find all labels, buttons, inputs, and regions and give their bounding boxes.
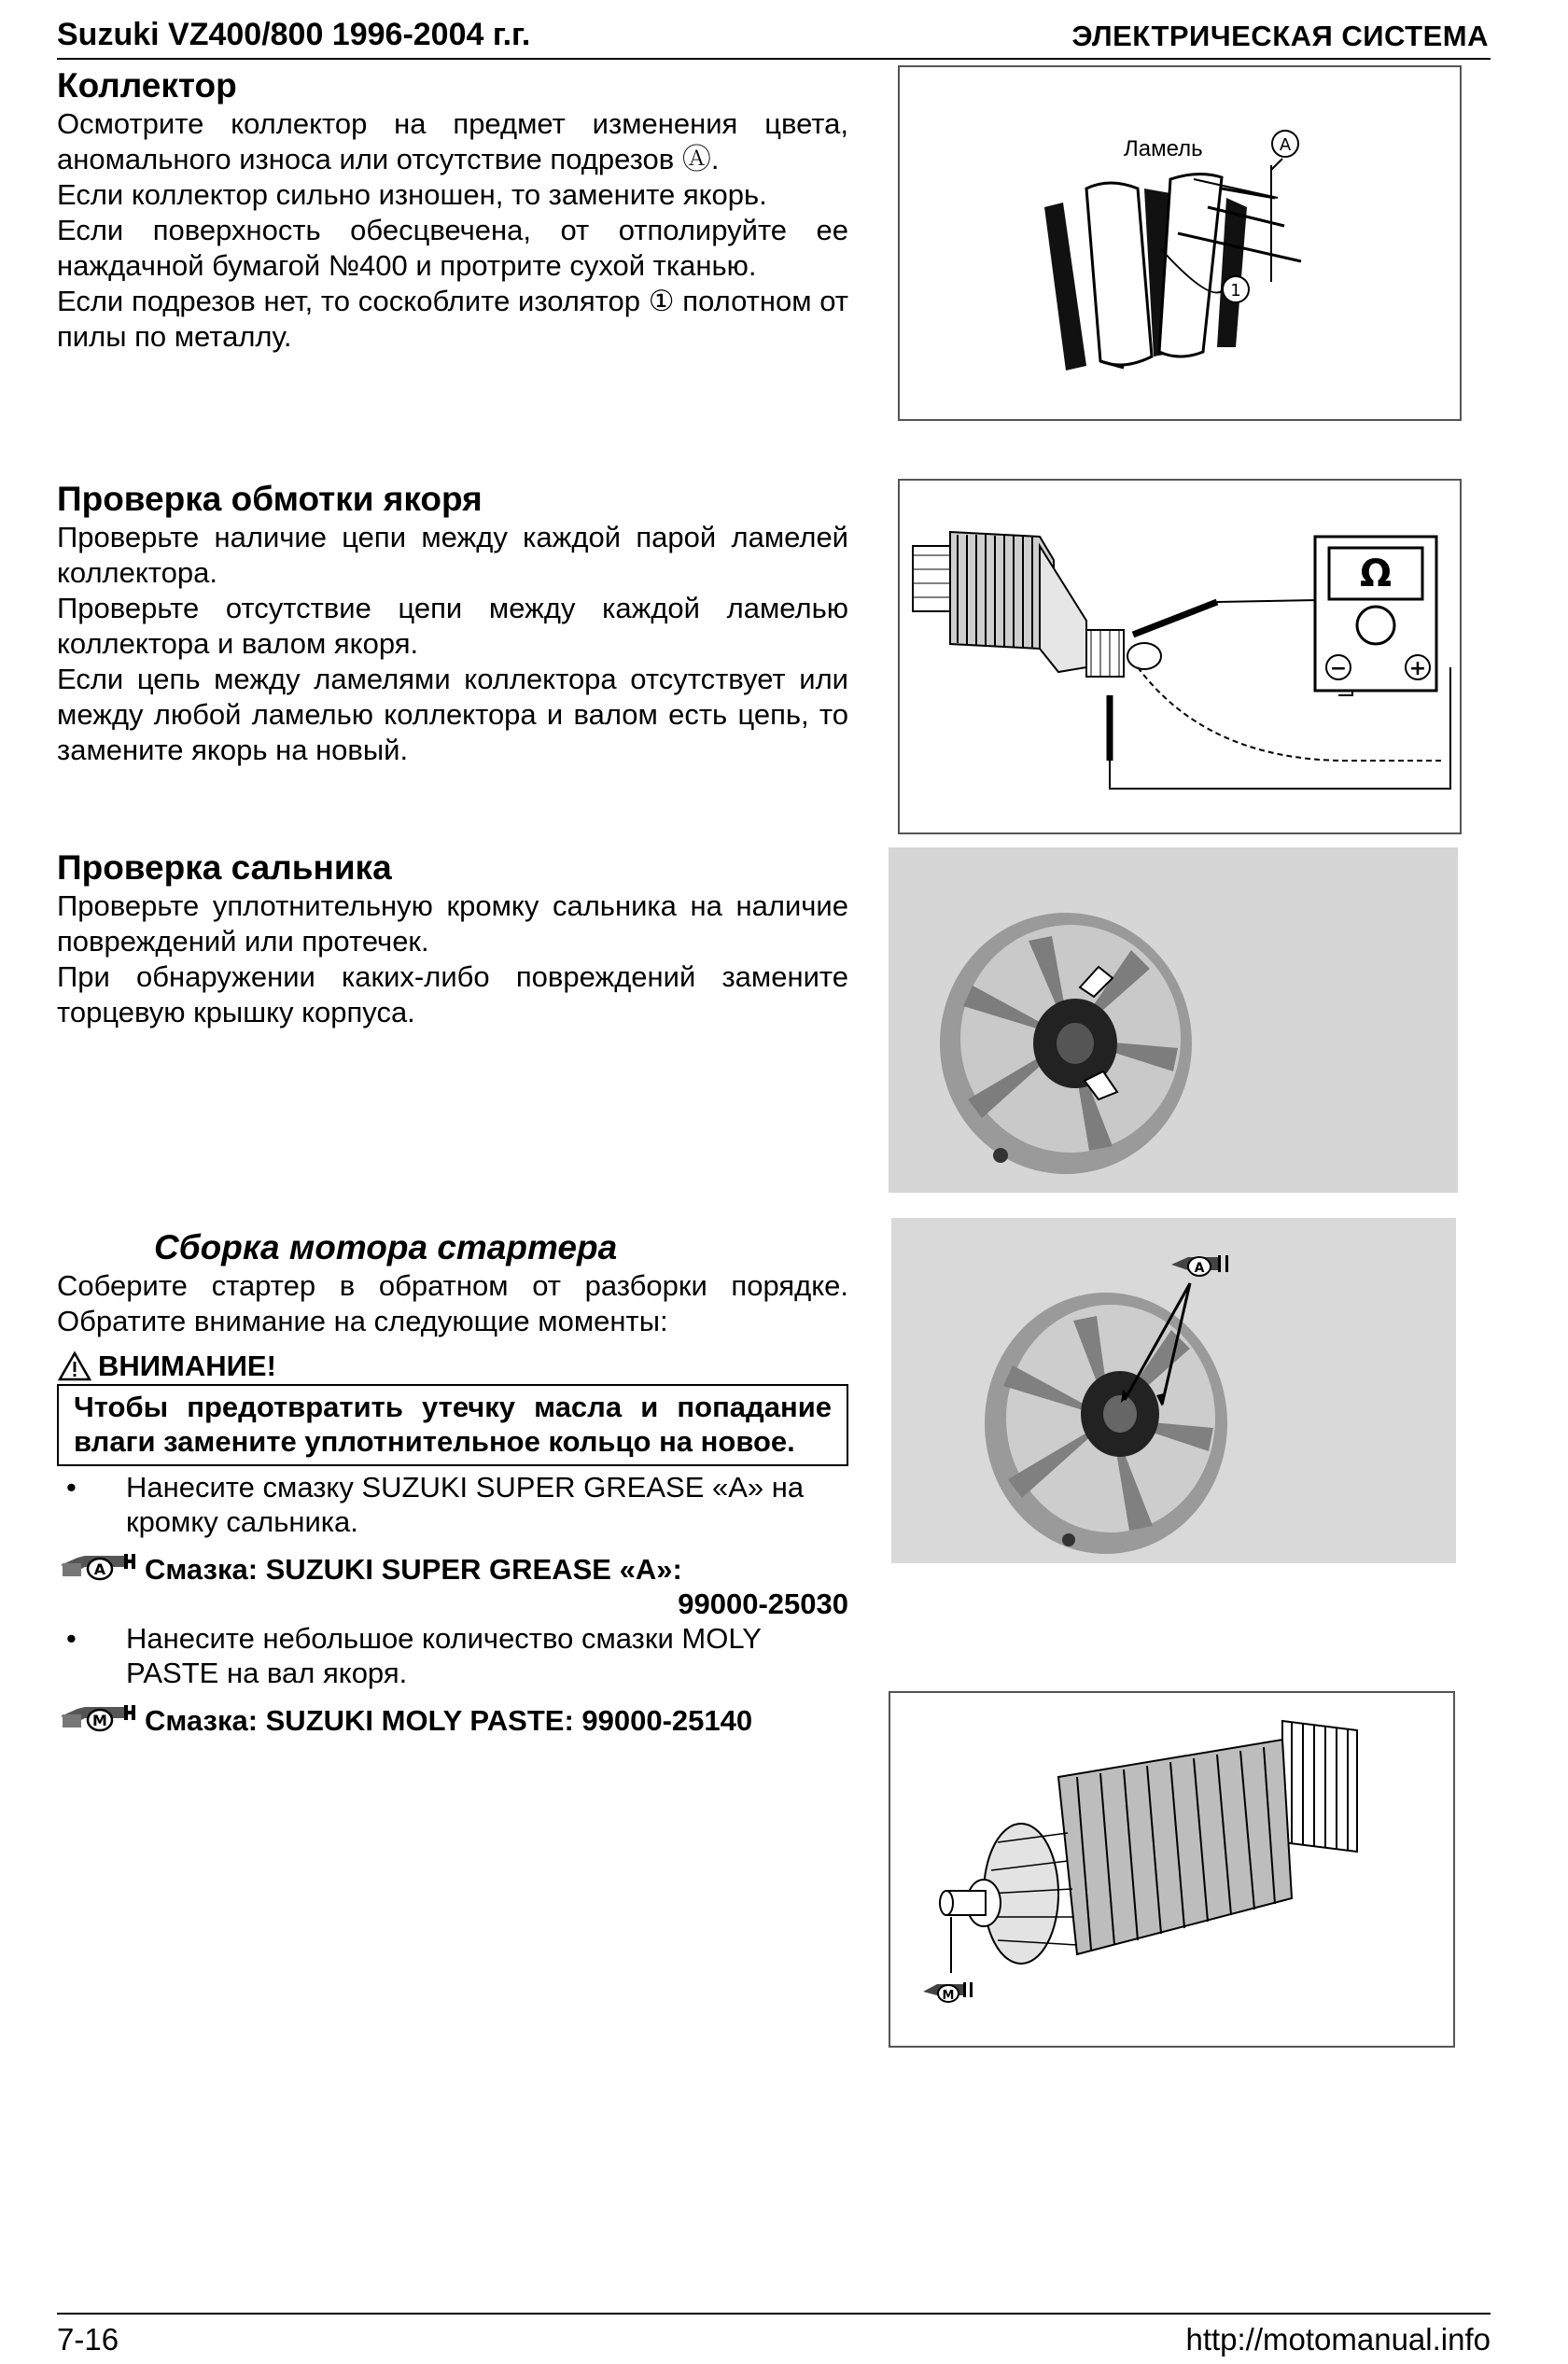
page-number: 7-16: [57, 2322, 119, 2357]
end-cover-photo: [889, 847, 1458, 1193]
list-item-text: Нанесите небольшое количество смазки MOLY PASTE на вал якоря.: [126, 1622, 762, 1689]
heading-sborka: Сборка мотора стартера: [154, 1228, 618, 1266]
lubricant-spec: [57, 1703, 848, 1738]
paragraph: Проверьте уплотнительную кромку сальника на наличие повреждений или протечек.: [57, 889, 848, 958]
section-obmotka: [57, 479, 848, 768]
warning-heading: [57, 1349, 848, 1384]
grease-a-letter: A: [93, 1560, 106, 1578]
paragraph: Если цепь между ламелями коллектора отсутствует или между любой ламелью коллектора и валом есть цепь, то замените якорь на новый.: [57, 663, 848, 766]
lubricant-part-number: 99000-25030: [678, 1588, 848, 1620]
paragraph: Осмотрите коллектор на предмет изменения цвета, аномального износа или отсутствие подрезов Ⓐ.: [57, 107, 848, 175]
moly-paste-icon: [57, 1698, 137, 1735]
lamel-label: Ламель: [1124, 136, 1203, 161]
warning-icon: [57, 1350, 92, 1382]
section-salnik: [57, 847, 848, 1030]
lubricant-spec: [57, 1552, 848, 1621]
section-sborka: [57, 1227, 848, 1738]
figure-commutator-undercut: [898, 65, 1462, 421]
warning-title: ВНИМАНИЕ!: [98, 1350, 276, 1382]
bullet-icon: •: [66, 1471, 77, 1504]
paragraph: Если поверхность обесцвечена, от отполируйте ее наждачной бумагой №400 и протрите сухой тканью.: [57, 214, 848, 282]
paragraph: При обнаружении каких-либо повреждений замените торцевую крышку корпуса.: [57, 960, 848, 1028]
photo-grease-application: [891, 1218, 1456, 1563]
plus-terminal: +: [1408, 657, 1427, 680]
paragraph: Соберите стартер в обратном от разборки порядке. Обратите внимание на следующие моменты:: [57, 1269, 848, 1337]
ohmmeter-diagram: [900, 481, 1460, 832]
paragraph: Если подрезов нет, то соскоблите изолятор ① полотном от пилы по металлу.: [57, 285, 848, 353]
lubricant-name: Смазка: SUZUKI SUPER GREASE «А»:: [145, 1553, 682, 1586]
list-item: [57, 1621, 848, 1690]
paragraph: Проверьте отсутствие цепи между каждой ламелью коллектора и валом якоря.: [57, 592, 848, 660]
warning-box: Чтобы предотвратить утечку масла и попадание влаги замените уплотнительное кольцо на новое.: [57, 1384, 848, 1466]
end-cover-grease-photo: [891, 1218, 1456, 1563]
bullet-icon: •: [66, 1622, 77, 1655]
grease-a-mark: A: [1194, 1261, 1205, 1276]
manual-title: Suzuki VZ400/800 1996-2004 г.г.: [57, 17, 531, 52]
list-item-text: Нанесите смазку SUZUKI SUPER GREASE «А» на кромку сальника.: [126, 1471, 805, 1538]
moly-paste-letter: M: [92, 1712, 107, 1729]
minus-terminal: −: [1329, 657, 1348, 680]
section-kollektor: [57, 65, 848, 355]
header-divider: [57, 58, 1491, 60]
figure-armature-test: [898, 479, 1462, 834]
heading-kollektor: Коллектор: [57, 66, 237, 105]
lubricant-name: Смазка: SUZUKI MOLY PASTE: 99000-25140: [145, 1704, 753, 1737]
heading-obmotka: Проверка обмотки якоря: [57, 480, 483, 518]
paragraph: Если коллектор сильно изношен, то замените якорь.: [57, 178, 767, 211]
grease-a-icon: [57, 1546, 137, 1584]
commutator-diagram: [900, 67, 1460, 419]
moly-mark: M: [942, 1989, 955, 2003]
figure-armature-shaft: [889, 1691, 1455, 2048]
paragraph: Проверьте наличие цепи между каждой парой ламелей коллектора.: [57, 521, 848, 589]
list-item: [57, 1470, 848, 1539]
callout-a-label: A: [1279, 135, 1292, 155]
armature-diagram: [890, 1693, 1453, 2046]
callout-1-label: 1: [1230, 281, 1241, 301]
ohm-symbol: Ω: [1359, 553, 1393, 595]
heading-salnik: Проверка сальника: [57, 848, 392, 887]
footer-divider: [57, 2313, 1491, 2315]
photo-oil-seal: [889, 847, 1458, 1193]
section-title: ЭЛЕКТРИЧЕСКАЯ СИСТЕМА: [1071, 20, 1489, 52]
footer-url[interactable]: http://motomanual.info: [1185, 2322, 1491, 2357]
